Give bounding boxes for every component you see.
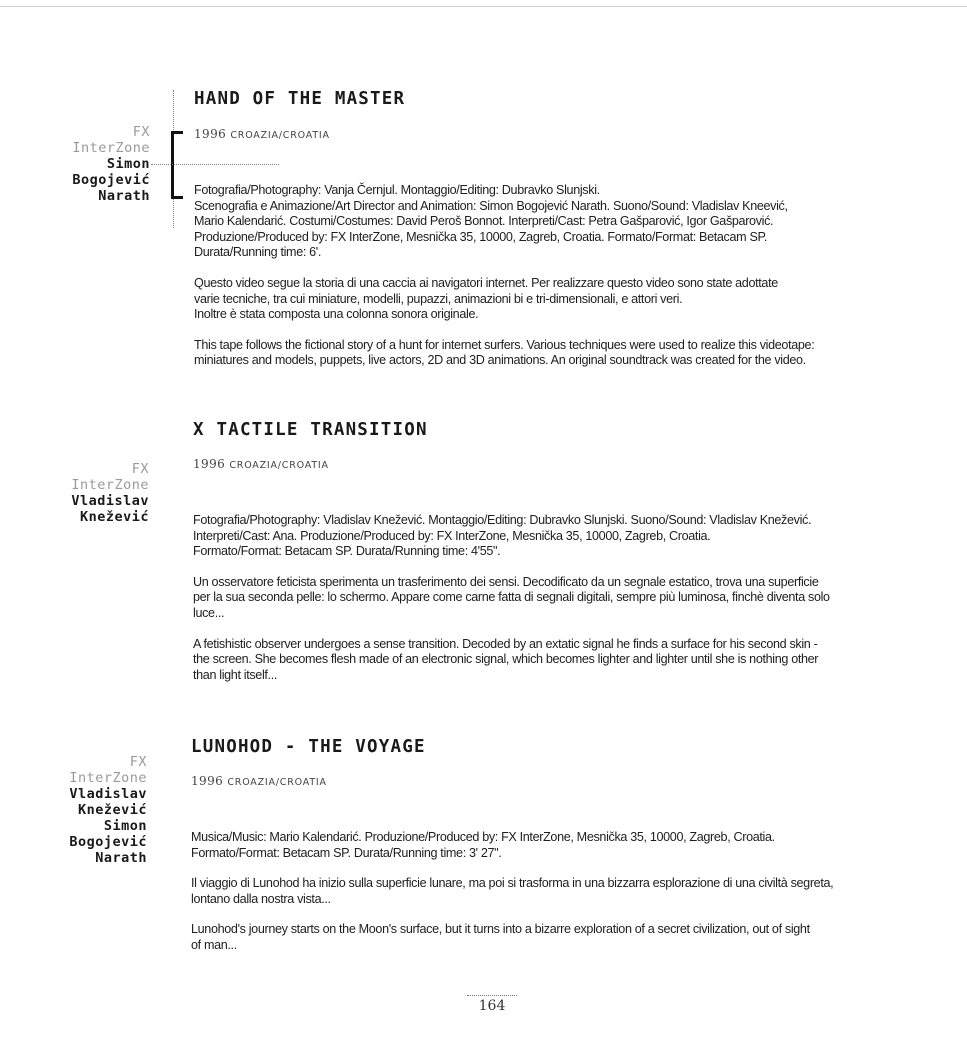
entry-content [193,420,883,698]
year-country [193,457,883,471]
text-line: Un osservatore feticista sperimenta un trasferimento dei sensi. Decodificato da un segnale estatico, trova una superficie [193,574,819,589]
text-line: the screen. She becomes flesh made of an electronic signal, which becomes lighter and lighter until she is nothing other [193,652,819,667]
year: 1996 [193,457,226,471]
text-line: Durata/Running time: 6'. [194,245,322,260]
text-line: per la sua seconda pelle: lo schermo. Appare come carne fatta di segnali digitali, sempre più luminosa, finchè diventa solo [193,590,830,605]
film-title: HAND OF THE MASTER [194,89,406,109]
text-line: Formato/Format: Betacam SP. Durata/Running time: 3' 27". [191,845,502,860]
text-line: Lunohod's journey starts on the Moon's surface, but it turns into a bizarre exploration of a secret civilization, out of sight [191,922,810,937]
film-title: X TACTILE TRANSITION [193,420,428,440]
text-line: Inoltre è stata composta una colonna sonora originale. [194,307,479,322]
page-number: 164 [478,998,506,1014]
bracket-mark [171,131,183,199]
country: CROAZIA/CROATIA [229,460,329,471]
year: 1996 [191,774,224,788]
text-line: Produzione/Produced by: FX InterZone, Mesnička 35, 10000, Zagreb, Croatia. Formato/Format: Betacam SP. [194,229,768,244]
year: 1996 [194,127,227,141]
text-line: Formato/Format: Betacam SP. Durata/Running time: 4'55". [193,544,501,559]
author-name: Knežević [77,802,147,818]
author-name: Bogojević [69,834,147,850]
text-line: of man... [191,937,237,952]
company-label: InterZone [71,477,149,493]
author-name: Vladislav [69,786,147,802]
author-name: Narath [98,188,150,204]
sidebar-production-credits [69,754,147,866]
text-line: luce... [193,605,225,620]
sidebar-production-credits [71,461,149,525]
text-line: Fotografia/Photography: Vanja Černjul. Montaggio/Editing: Dubravko Slunjski. [194,183,600,197]
text-line: miniatures and models, puppets, live actors, 2D and 3D animations. An original soundtrack was created for the video. [194,353,806,368]
text-line: Mario Kalendarić. Costumi/Costumes: David Peroš Bonnot. Interpreti/Cast: Petra Gašparović, Igor Gašparović. [194,214,774,229]
entry-content [194,89,884,384]
author-name: Vladislav [71,493,149,509]
text-line: than light itself... [193,667,278,682]
text-line: varie tecniche, tra cui miniature, modelli, pupazzi, animazioni bi e tri-dimensionali, e attori veri. [194,291,683,306]
text-line: Fotografia/Photography: Vladislav Knežević. Montaggio/Editing: Dubravko Slunjski. Suono/Sound: Vladislav Knežević. [193,513,812,527]
country: CROAZIA/CROATIA [227,777,327,788]
author-name: Bogojević [72,172,150,188]
company-label: InterZone [72,140,150,156]
credits [194,183,884,261]
description-italian [193,575,883,622]
description-english [194,338,884,369]
description-english [191,922,881,953]
company-label: FX [132,124,150,140]
text-line: lontano dalla nostra vista... [191,891,331,906]
text-line: A fetishistic observer undergoes a sense transition. Decoded by an extatic signal he finds a surface for his second skin - [193,636,818,651]
description-italian [191,876,881,907]
author-name: Simon [103,818,147,834]
text-line: This tape follows the fictional story of a hunt for internet surfers. Various techniques were used to realize this videotape: [194,337,815,352]
company-label: FX [131,461,149,477]
text-line: Scenografia e Animazione/Art Director and Animation: Simon Bogojević Narath. Suono/Sound: Vladislav Kneević, [194,198,788,213]
text-line: Il viaggio di Lunohod ha inizio sulla superficie lunare, ma poi si trasforma in una bizzarra esplorazione di una civiltà segreta, [191,876,834,891]
author-name: Knežević [79,509,149,525]
author-name: Simon [106,156,150,172]
author-name: Narath [95,850,147,866]
text-line: Musica/Music: Mario Kalendarić. Produzione/Produced by: FX InterZone, Mesnička 35, 10000, Zagreb, Croatia. [191,830,775,844]
company-label: InterZone [69,770,147,786]
credits [193,513,883,560]
sidebar-production-credits [72,124,150,204]
country: CROAZIA/CROATIA [230,130,330,141]
top-rule [0,6,967,7]
text-line: Questo video segue la storia di una caccia ai navigatori internet. Per realizzare questo video sono state adottate [194,275,778,290]
entry-content [191,737,881,969]
page-number-dots [467,995,517,996]
film-title: LUNOHOD - THE VOYAGE [191,737,426,757]
text-line: Interpreti/Cast: Ana. Produzione/Produced by: FX InterZone, Mesnička 35, 10000, Zagreb, Croatia. [193,528,711,543]
description-italian [194,276,884,323]
company-label: FX [129,754,147,770]
credits [191,830,881,861]
year-country [194,127,884,141]
description-english [193,637,883,684]
year-country [191,774,881,788]
